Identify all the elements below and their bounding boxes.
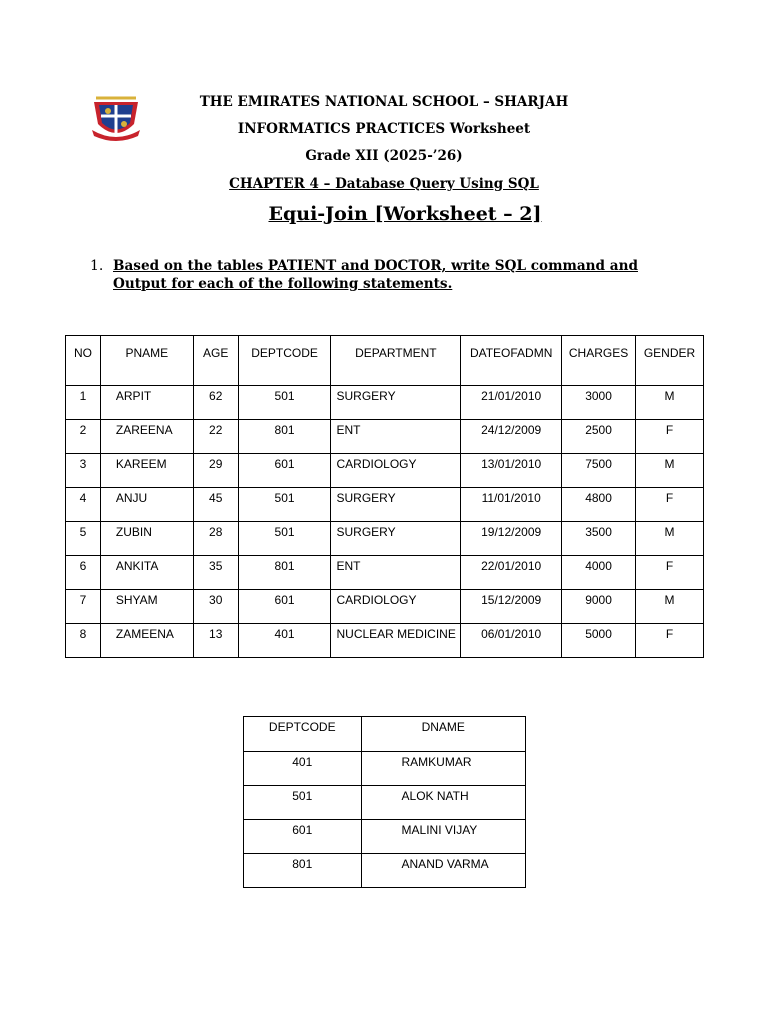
table-row bbox=[244, 854, 526, 888]
table-cell: 801 bbox=[238, 420, 331, 454]
table-cell: SURGERY bbox=[331, 488, 461, 522]
table-cell: M bbox=[636, 454, 704, 488]
table-cell: 501 bbox=[238, 488, 331, 522]
table-cell: F bbox=[636, 420, 704, 454]
table-cell: ZAREENA bbox=[100, 420, 193, 454]
table-cell: 15/12/2009 bbox=[461, 590, 562, 624]
table-cell: 501 bbox=[244, 786, 362, 820]
table-row bbox=[66, 488, 704, 522]
table-cell: 601 bbox=[238, 590, 331, 624]
table-cell: 4800 bbox=[562, 488, 636, 522]
table-cell: ENT bbox=[331, 420, 461, 454]
table-cell: ANJU bbox=[100, 488, 193, 522]
doctor-header-row bbox=[244, 717, 526, 752]
header-cell: CHARGES bbox=[562, 336, 636, 386]
table-cell: MALINI VIJAY bbox=[361, 820, 525, 854]
header-cell: DEPARTMENT bbox=[331, 336, 461, 386]
table-row bbox=[66, 556, 704, 590]
table-cell: 6 bbox=[66, 556, 101, 590]
table-cell: 9000 bbox=[562, 590, 636, 624]
table-cell: 3000 bbox=[562, 386, 636, 420]
table-cell: SURGERY bbox=[331, 522, 461, 556]
table-cell: 21/01/2010 bbox=[461, 386, 562, 420]
table-cell: NUCLEAR MEDICINE bbox=[331, 624, 461, 658]
table-row bbox=[66, 590, 704, 624]
table-row bbox=[66, 386, 704, 420]
header-cell: GENDER bbox=[636, 336, 704, 386]
table-cell: 401 bbox=[238, 624, 331, 658]
question-text: Based on the tables PATIENT and DOCTOR, write SQL command and Output for each of the following statements. bbox=[113, 258, 638, 292]
table-cell: ENT bbox=[331, 556, 461, 590]
table-cell: 401 bbox=[244, 752, 362, 786]
header-cell: DNAME bbox=[361, 717, 525, 752]
table-cell: 1 bbox=[66, 386, 101, 420]
table-row bbox=[244, 820, 526, 854]
table-row bbox=[66, 420, 704, 454]
table-cell: KAREEM bbox=[100, 454, 193, 488]
table-cell: CARDIOLOGY bbox=[331, 454, 461, 488]
school-name: THE EMIRATES NATIONAL SCHOOL – SHARJAH bbox=[199, 94, 569, 110]
table-cell: 4000 bbox=[562, 556, 636, 590]
table-row bbox=[244, 786, 526, 820]
table-cell: ZUBIN bbox=[100, 522, 193, 556]
table-cell: 601 bbox=[238, 454, 331, 488]
header-cell: DEPTCODE bbox=[244, 717, 362, 752]
table-cell: 13/01/2010 bbox=[461, 454, 562, 488]
table-row bbox=[244, 752, 526, 786]
table-row bbox=[66, 522, 704, 556]
header-cell: NO bbox=[66, 336, 101, 386]
table-cell: 501 bbox=[238, 522, 331, 556]
table-cell: 801 bbox=[238, 556, 331, 590]
table-cell: 2500 bbox=[562, 420, 636, 454]
table-cell: 5000 bbox=[562, 624, 636, 658]
table-cell: ARPIT bbox=[100, 386, 193, 420]
table-cell: F bbox=[636, 556, 704, 590]
table-cell: 45 bbox=[193, 488, 238, 522]
table-cell: 801 bbox=[244, 854, 362, 888]
table-cell: 19/12/2009 bbox=[461, 522, 562, 556]
patient-table bbox=[65, 335, 704, 658]
table-cell: ALOK NATH bbox=[361, 786, 525, 820]
table-cell: 22 bbox=[193, 420, 238, 454]
table-cell: M bbox=[636, 590, 704, 624]
table-cell: SURGERY bbox=[331, 386, 461, 420]
table-cell: 06/01/2010 bbox=[461, 624, 562, 658]
table-cell: ANKITA bbox=[100, 556, 193, 590]
table-row bbox=[66, 624, 704, 658]
table-cell: 7500 bbox=[562, 454, 636, 488]
table-cell: 62 bbox=[193, 386, 238, 420]
table-cell: F bbox=[636, 488, 704, 522]
table-cell: SHYAM bbox=[100, 590, 193, 624]
table-cell: 22/01/2010 bbox=[461, 556, 562, 590]
table-cell: ZAMEENA bbox=[100, 624, 193, 658]
table-cell: M bbox=[636, 522, 704, 556]
grade-line: Grade XII (2025-’26) bbox=[305, 148, 463, 164]
header-cell: DATEOFADMN bbox=[461, 336, 562, 386]
worksheet-title: Equi-Join [Worksheet – 2] bbox=[268, 203, 542, 225]
table-cell: 29 bbox=[193, 454, 238, 488]
doctor-table bbox=[243, 716, 526, 888]
table-cell: 7 bbox=[66, 590, 101, 624]
table-cell: 35 bbox=[193, 556, 238, 590]
header-cell: PNAME bbox=[100, 336, 193, 386]
table-cell: 601 bbox=[244, 820, 362, 854]
table-cell: ANAND VARMA bbox=[361, 854, 525, 888]
patient-header-row bbox=[66, 336, 704, 386]
table-cell: M bbox=[636, 386, 704, 420]
table-cell: 3500 bbox=[562, 522, 636, 556]
table-cell: 501 bbox=[238, 386, 331, 420]
table-row bbox=[66, 454, 704, 488]
table-cell: RAMKUMAR bbox=[361, 752, 525, 786]
table-cell: 8 bbox=[66, 624, 101, 658]
table-cell: 24/12/2009 bbox=[461, 420, 562, 454]
question-number: 1. bbox=[90, 258, 104, 274]
table-cell: 28 bbox=[193, 522, 238, 556]
table-cell: 5 bbox=[66, 522, 101, 556]
table-cell: 3 bbox=[66, 454, 101, 488]
header-cell: DEPTCODE bbox=[238, 336, 331, 386]
chapter-title: CHAPTER 4 – Database Query Using SQL bbox=[229, 176, 539, 192]
header-cell: AGE bbox=[193, 336, 238, 386]
table-cell: 30 bbox=[193, 590, 238, 624]
table-cell: 2 bbox=[66, 420, 101, 454]
subject-title: INFORMATICS PRACTICES Worksheet bbox=[237, 121, 531, 137]
table-cell: 13 bbox=[193, 624, 238, 658]
table-cell: CARDIOLOGY bbox=[331, 590, 461, 624]
table-cell: 11/01/2010 bbox=[461, 488, 562, 522]
table-cell: F bbox=[636, 624, 704, 658]
table-cell: 4 bbox=[66, 488, 101, 522]
